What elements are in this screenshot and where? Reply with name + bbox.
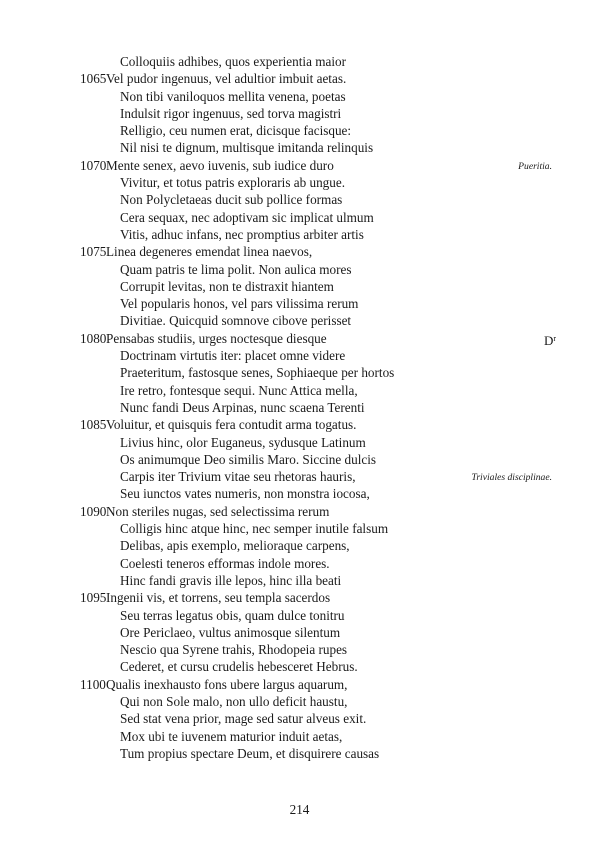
verse-text-line: Livius hinc, olor Euganeus, sydusque Latinum bbox=[120, 434, 366, 450]
verse-text-line: Hinc fandi gravis ille lepos, hinc illa beati bbox=[120, 572, 342, 588]
verse-text-line: Divitiae. Quicquid somnove cibove perisset bbox=[120, 313, 352, 329]
verse-text-line: Linea degeneres emendat linea naevos, bbox=[106, 244, 313, 260]
verse-line bbox=[0, 122, 599, 139]
verse-text-line: Tum propius spectare Deum, et disquirere causas bbox=[120, 745, 380, 761]
verse-line bbox=[0, 745, 599, 762]
verse-line bbox=[0, 53, 599, 70]
verse-text-line: Vel pudor ingenuus, vel adultior imbuit aetas. bbox=[106, 71, 347, 87]
marginal-mark: $D^r$ bbox=[543, 332, 556, 348]
marginal-note: Pueritia. bbox=[518, 160, 552, 172]
verse-text-line: Quam patris te lima polit. Non aulica mores bbox=[120, 261, 352, 277]
verse-line bbox=[0, 693, 599, 710]
verse-line bbox=[0, 105, 599, 122]
verse-line bbox=[0, 174, 599, 191]
verse-text-line: Coelesti teneros efformas indole mores. bbox=[120, 555, 330, 571]
verse-line bbox=[0, 589, 599, 606]
verse-line bbox=[0, 295, 599, 312]
verse-line bbox=[0, 520, 599, 537]
verse-text-line: Qualis inexhausto fons ubere largus aquarum, bbox=[106, 676, 348, 692]
verse-line bbox=[0, 468, 599, 485]
verse-line bbox=[0, 243, 599, 260]
verse-text-line: Nil nisi te dignum, multisque imitanda relinquis bbox=[120, 140, 374, 156]
line-number: 1100 bbox=[80, 676, 106, 692]
verse-line bbox=[0, 434, 599, 451]
verse-text-line: Non steriles nugas, sed selectissima rerum bbox=[106, 503, 330, 519]
verse-line bbox=[0, 70, 599, 87]
verse-text-line: Seu iunctos vates numeris, non monstra iocosa, bbox=[120, 486, 370, 502]
verse-line bbox=[0, 364, 599, 381]
verse-line bbox=[0, 555, 599, 572]
verse-text-line: Doctrinam virtutis iter: placet omne videre bbox=[120, 348, 346, 364]
page-number: 214 bbox=[289, 802, 310, 817]
verse-text-line: Praeteritum, fastosque senes, Sophiaeque per hortos bbox=[120, 365, 395, 381]
verse-line bbox=[0, 278, 599, 295]
verse-text-line: Seu terras legatus obis, quam dulce tonitru bbox=[120, 607, 345, 623]
verse-text-line: Ire retro, fontesque sequi. Nunc Attica mella, bbox=[120, 382, 358, 398]
verse-line bbox=[0, 382, 599, 399]
line-number: 1075 bbox=[80, 244, 107, 260]
verse-text-line: Cera sequax, nec adoptivam sic implicat ulmum bbox=[120, 209, 374, 225]
verse-line bbox=[0, 624, 599, 641]
line-number: 1065 bbox=[80, 71, 107, 87]
verse-text-line: Indulsit rigor ingenuus, sed torva magistri bbox=[120, 105, 342, 121]
verse-text-line: Delibas, apis exemplo, melioraque carpens, bbox=[120, 538, 350, 554]
line-number: 1080 bbox=[80, 330, 107, 346]
verse-text-line: Mox ubi te iuvenem maturior induit aetas, bbox=[120, 728, 343, 744]
verse-text-line: Pensabas studiis, urges noctesque diesque bbox=[106, 330, 327, 346]
line-number: 1085 bbox=[80, 417, 107, 433]
verse-line bbox=[0, 399, 599, 416]
verse-text-line: Non tibi vaniloquos mellita venena, poetas bbox=[120, 88, 346, 104]
verse-line bbox=[0, 312, 599, 329]
verse-text-line: Mente senex, aevo iuvenis, sub iudice duro bbox=[106, 157, 334, 173]
verse-line bbox=[0, 451, 599, 468]
line-number: 1090 bbox=[80, 503, 107, 519]
verse-text-line: Vivitur, et totus patris exploraris ab ungue. bbox=[120, 175, 346, 191]
verse-line bbox=[0, 139, 599, 156]
verse-line bbox=[0, 157, 599, 174]
verse-line bbox=[0, 710, 599, 727]
line-number: 1095 bbox=[80, 590, 107, 606]
verse-text-line: Nescio qua Syrene trahis, Rhodopeia rupes bbox=[120, 642, 348, 658]
verse-line bbox=[0, 728, 599, 745]
verse-text-line: Corrupit levitas, non te distraxit hiantem bbox=[120, 278, 334, 294]
verse-line bbox=[0, 537, 599, 554]
verse-text-line: Non Polycletaeas ducit sub pollice formas bbox=[120, 192, 343, 208]
verse-line bbox=[0, 261, 599, 278]
verse-line bbox=[0, 607, 599, 624]
verse-text-line: Sed stat vena prior, mage sed satur alveus exit. bbox=[120, 711, 367, 727]
marginal-note: Triviales disciplinae. bbox=[471, 472, 552, 484]
verse-text-line: Voluitur, et quisquis fera contudit arma togatus. bbox=[106, 417, 357, 433]
verse-line bbox=[0, 330, 599, 347]
verse-line bbox=[0, 658, 599, 675]
verse-line bbox=[0, 209, 599, 226]
verse-text-line: Qui non Sole malo, non ullo deficit haustu, bbox=[120, 693, 348, 709]
verse-line bbox=[0, 572, 599, 589]
verse-line bbox=[0, 503, 599, 520]
verse-text bbox=[0, 53, 599, 762]
verse-line bbox=[0, 226, 599, 243]
line-number: 1070 bbox=[80, 157, 107, 173]
verse-text-line: Nunc fandi Deus Arpinas, nunc scaena Terenti bbox=[120, 399, 365, 415]
verse-line bbox=[0, 416, 599, 433]
verse-text-line: Vitis, adhuc infans, nec promptius arbiter artis bbox=[120, 226, 364, 242]
verse-line bbox=[0, 88, 599, 105]
verse-text-line: Ore Periclaeo, vultus animosque silentum bbox=[120, 624, 341, 640]
verse-line bbox=[0, 485, 599, 502]
verse-line bbox=[0, 347, 599, 364]
verse-text-line: Os animumque Deo similis Maro. Siccine dulcis bbox=[120, 451, 377, 467]
verse-text-line: Colligis hinc atque hinc, nec semper inutile falsum bbox=[120, 521, 389, 537]
verse-text-line: Carpis iter Trivium vitae seu rhetoras hauris, bbox=[120, 469, 356, 485]
verse-text-line: Vel popularis honos, vel pars vilissima rerum bbox=[120, 296, 359, 312]
verse-line bbox=[0, 191, 599, 208]
verse-line bbox=[0, 676, 599, 693]
verse-text-line: Cederet, et cursu crudelis hebesceret Hebrus. bbox=[120, 659, 358, 675]
verse-text-line: Colloquiis adhibes, quos experientia maior bbox=[120, 54, 346, 69]
verse-line bbox=[0, 641, 599, 658]
verse-text-line: Relligio, ceu numen erat, dicisque facisque: bbox=[120, 123, 352, 139]
verse-text-line: Ingenii vis, et torrens, seu templa sacerdos bbox=[106, 590, 331, 606]
